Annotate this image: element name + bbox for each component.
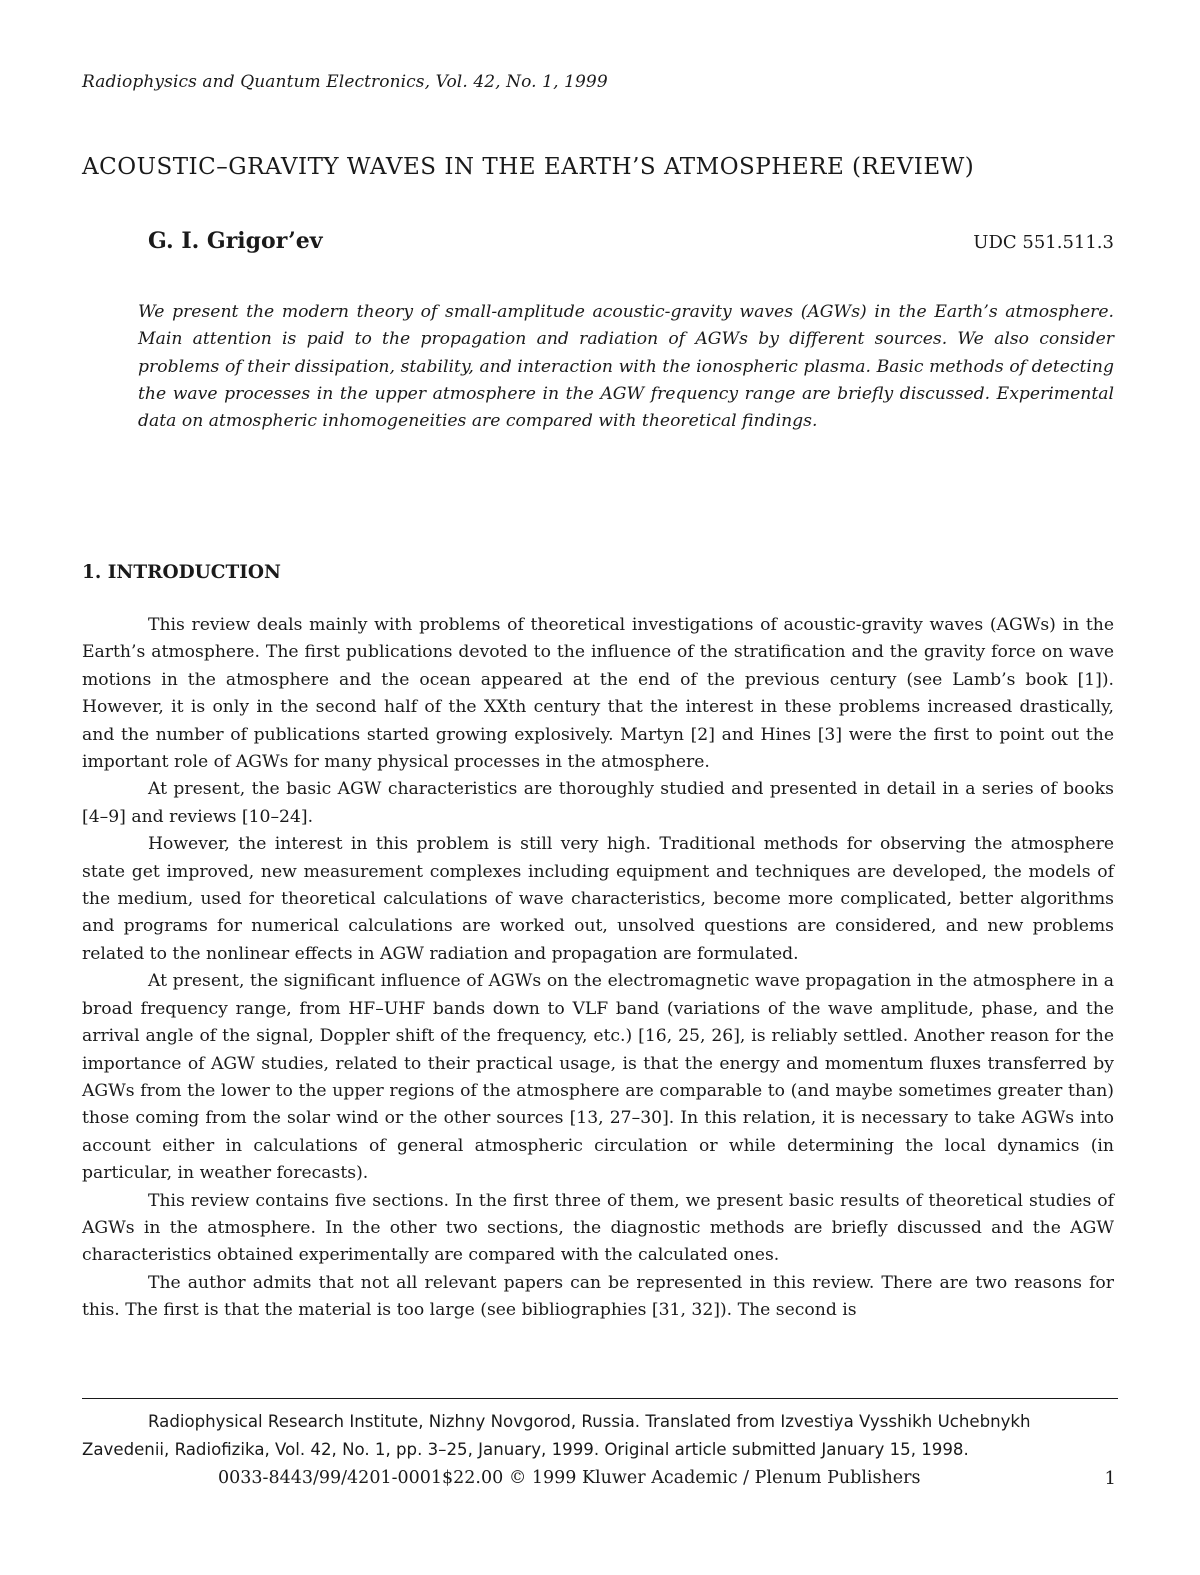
paragraph: However, the interest in this problem is still very high. Traditional methods for observing the atmosphere state get improved, new measurement complexes including equipment and techniques are developed, the models of the medium, used for theoretical calculations of wave characteristics, become more complicated, better algorithms and programs for numerical calculations are worked out, unsolved questions are considered, and new problems related to the nonlinear effects in AGW radiation and propagation are formulated.	[82, 834, 1114, 964]
copyright-line: 0033-8443/99/4201-0001$22.00 © 1999 Kluwer Academic / Plenum Publishers	[218, 1468, 921, 1488]
paragraph: This review deals mainly with problems of theoretical investigations of acoustic-gravity waves (AGWs) in the Earth’s atmosphere. The first publications devoted to the influence of the stratification and the gravity force on wave motions in the atmosphere and the ocean appeared at the end of the previous century (see Lamb’s book [1]). However, it is only in the second half of the XXth century that the interest in these problems increased drastically, and the number of publications started growing explosively. Martyn [2] and Hines [3] were the first to point out the important role of AGWs for many physical processes in the atmosphere.	[82, 615, 1114, 773]
paragraph: At present, the basic AGW characteristics are thoroughly studied and presented in detail in a series of books [4–9] and reviews [10–24].	[82, 779, 1114, 827]
article-title: ACOUSTIC–GRAVITY WAVES IN THE EARTH’S ATMOSPHERE (REVIEW)	[82, 154, 975, 180]
section-heading: 1. INTRODUCTION	[82, 562, 281, 583]
paragraph: This review contains five sections. In the first three of them, we present basic results of theoretical studies of AGWs in the atmosphere. In the other two sections, the diagnostic methods are briefly discussed and the AGW characteristics obtained experimentally are compared with the calculated ones.	[82, 1190, 1114, 1266]
footnote-affiliation: Radiophysical Research Institute, Nizhny Novgorod, Russia. Translated from Izvestiya Vysshikh Uchebnykh Zavedenii, Radiofizika, Vol. 42, No. 1, pp. 3–25, January, 1999. Original article submitted January 15, 1998.	[82, 1412, 1031, 1459]
author-row	[82, 228, 1114, 258]
footnote-divider	[82, 1398, 1118, 1399]
journal-citation: Radiophysics and Quantum Electronics, Vol. 42, No. 1, 1999	[82, 72, 608, 92]
author-name: G. I. Grigor’ev	[148, 228, 323, 254]
body-text	[82, 612, 1114, 1325]
paragraph: At present, the significant influence of AGWs on the electromagnetic wave propagation in the atmosphere in a broad frequency range, from HF–UHF bands down to VLF band (variations of the wave amplitude, phase, and the arrival angle of the signal, Doppler shift of the frequency, etc.) [16, 25, 26], is reliably settled. Another reason for the importance of AGW studies, related to their practical usage, is that the energy and momentum fluxes transferred by AGWs from the lower to the upper regions of the atmosphere are comparable to (and maybe sometimes greater than) those coming from the solar wind or the other sources [13, 27–30]. In this relation, it is necessary to take AGWs into account either in calculations of general atmospheric circulation or while determining the local dynamics (in particular, in weather forecasts).	[82, 971, 1114, 1184]
abstract: We present the modern theory of small-amplitude acoustic-gravity waves (AGWs) in the Earth’s atmosphere. Main attention is paid to the propagation and radiation of AGWs by different sources. We also consider problems of their dissipation, stability, and interaction with the ionospheric plasma. Basic methods of detecting the wave processes in the upper atmosphere in the AGW frequency range are briefly discussed. Experimental data on atmospheric inhomogeneities are compared with theoretical findings.	[138, 302, 1114, 432]
paragraph: The author admits that not all relevant papers can be represented in this review. There are two reasons for this. The first is that the material is too large (see bibliographies [31, 32]). The second is	[82, 1272, 1114, 1321]
udc-code: UDC 551.511.3	[973, 232, 1114, 253]
page-number: 1	[1104, 1468, 1116, 1489]
